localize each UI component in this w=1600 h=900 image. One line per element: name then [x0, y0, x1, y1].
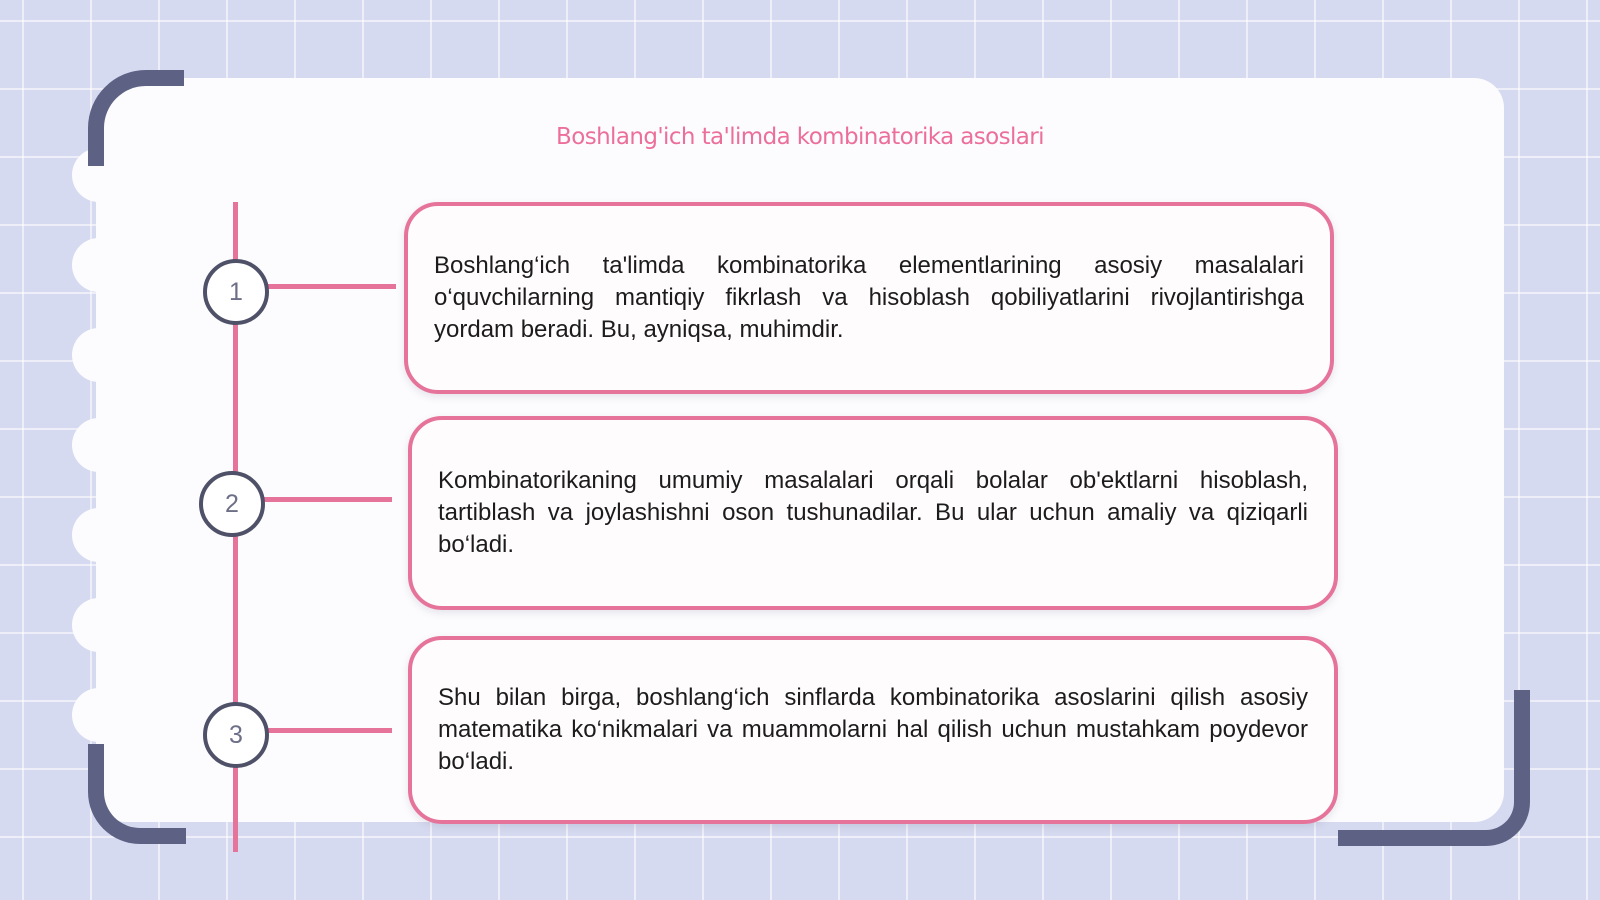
corner-bracket-bottom-left: [88, 744, 186, 844]
step-number-1: 1: [203, 259, 269, 325]
step-box-2: [408, 416, 1338, 610]
slide-title: Boshlang'ich ta'limda kombinatorika asoslari: [556, 124, 1044, 150]
corner-bracket-top-left: [88, 70, 184, 166]
card-scallop: [72, 328, 126, 382]
step-number-2: 2: [199, 471, 265, 537]
card-scallop: [72, 508, 126, 562]
corner-bracket-bottom-right: [1338, 690, 1530, 846]
step-box-1: [404, 202, 1334, 394]
card-scallop: [72, 598, 126, 652]
card-scallop: [72, 238, 126, 292]
card-scallop: [72, 688, 126, 742]
step-connector: [266, 284, 396, 289]
card-scallop: [72, 418, 126, 472]
step-connector: [262, 497, 392, 502]
step-text-3: Shu bilan birga, boshlang‘ich sinflarda kombinatorika asoslarini qilish asosiy matematika ko‘nikmalari va muammolarni hal qilish uchun mustahkam poydevor bo‘ladi.: [438, 684, 1308, 775]
step-text-1: Boshlang‘ich ta'limda kombinatorika elementlarining asosiy masalalari o‘quvchilarning mantiqiy fikrlash va hisoblash qobiliyatlarini rivojlantirishga yordam beradi. Bu, ayniqsa, muhimdir.: [434, 252, 1304, 343]
step-text-2: Kombinatorikaning umumiy masalalari orqali bolalar ob'ektlarni hisoblash, tartiblash va joylashishni oson tushunadilar. Bu ular uchun amaliy va qiziqarli bo‘ladi.: [438, 467, 1308, 558]
step-number-3: 3: [203, 702, 269, 768]
step-connector: [266, 728, 392, 733]
step-box-3: [408, 636, 1338, 824]
